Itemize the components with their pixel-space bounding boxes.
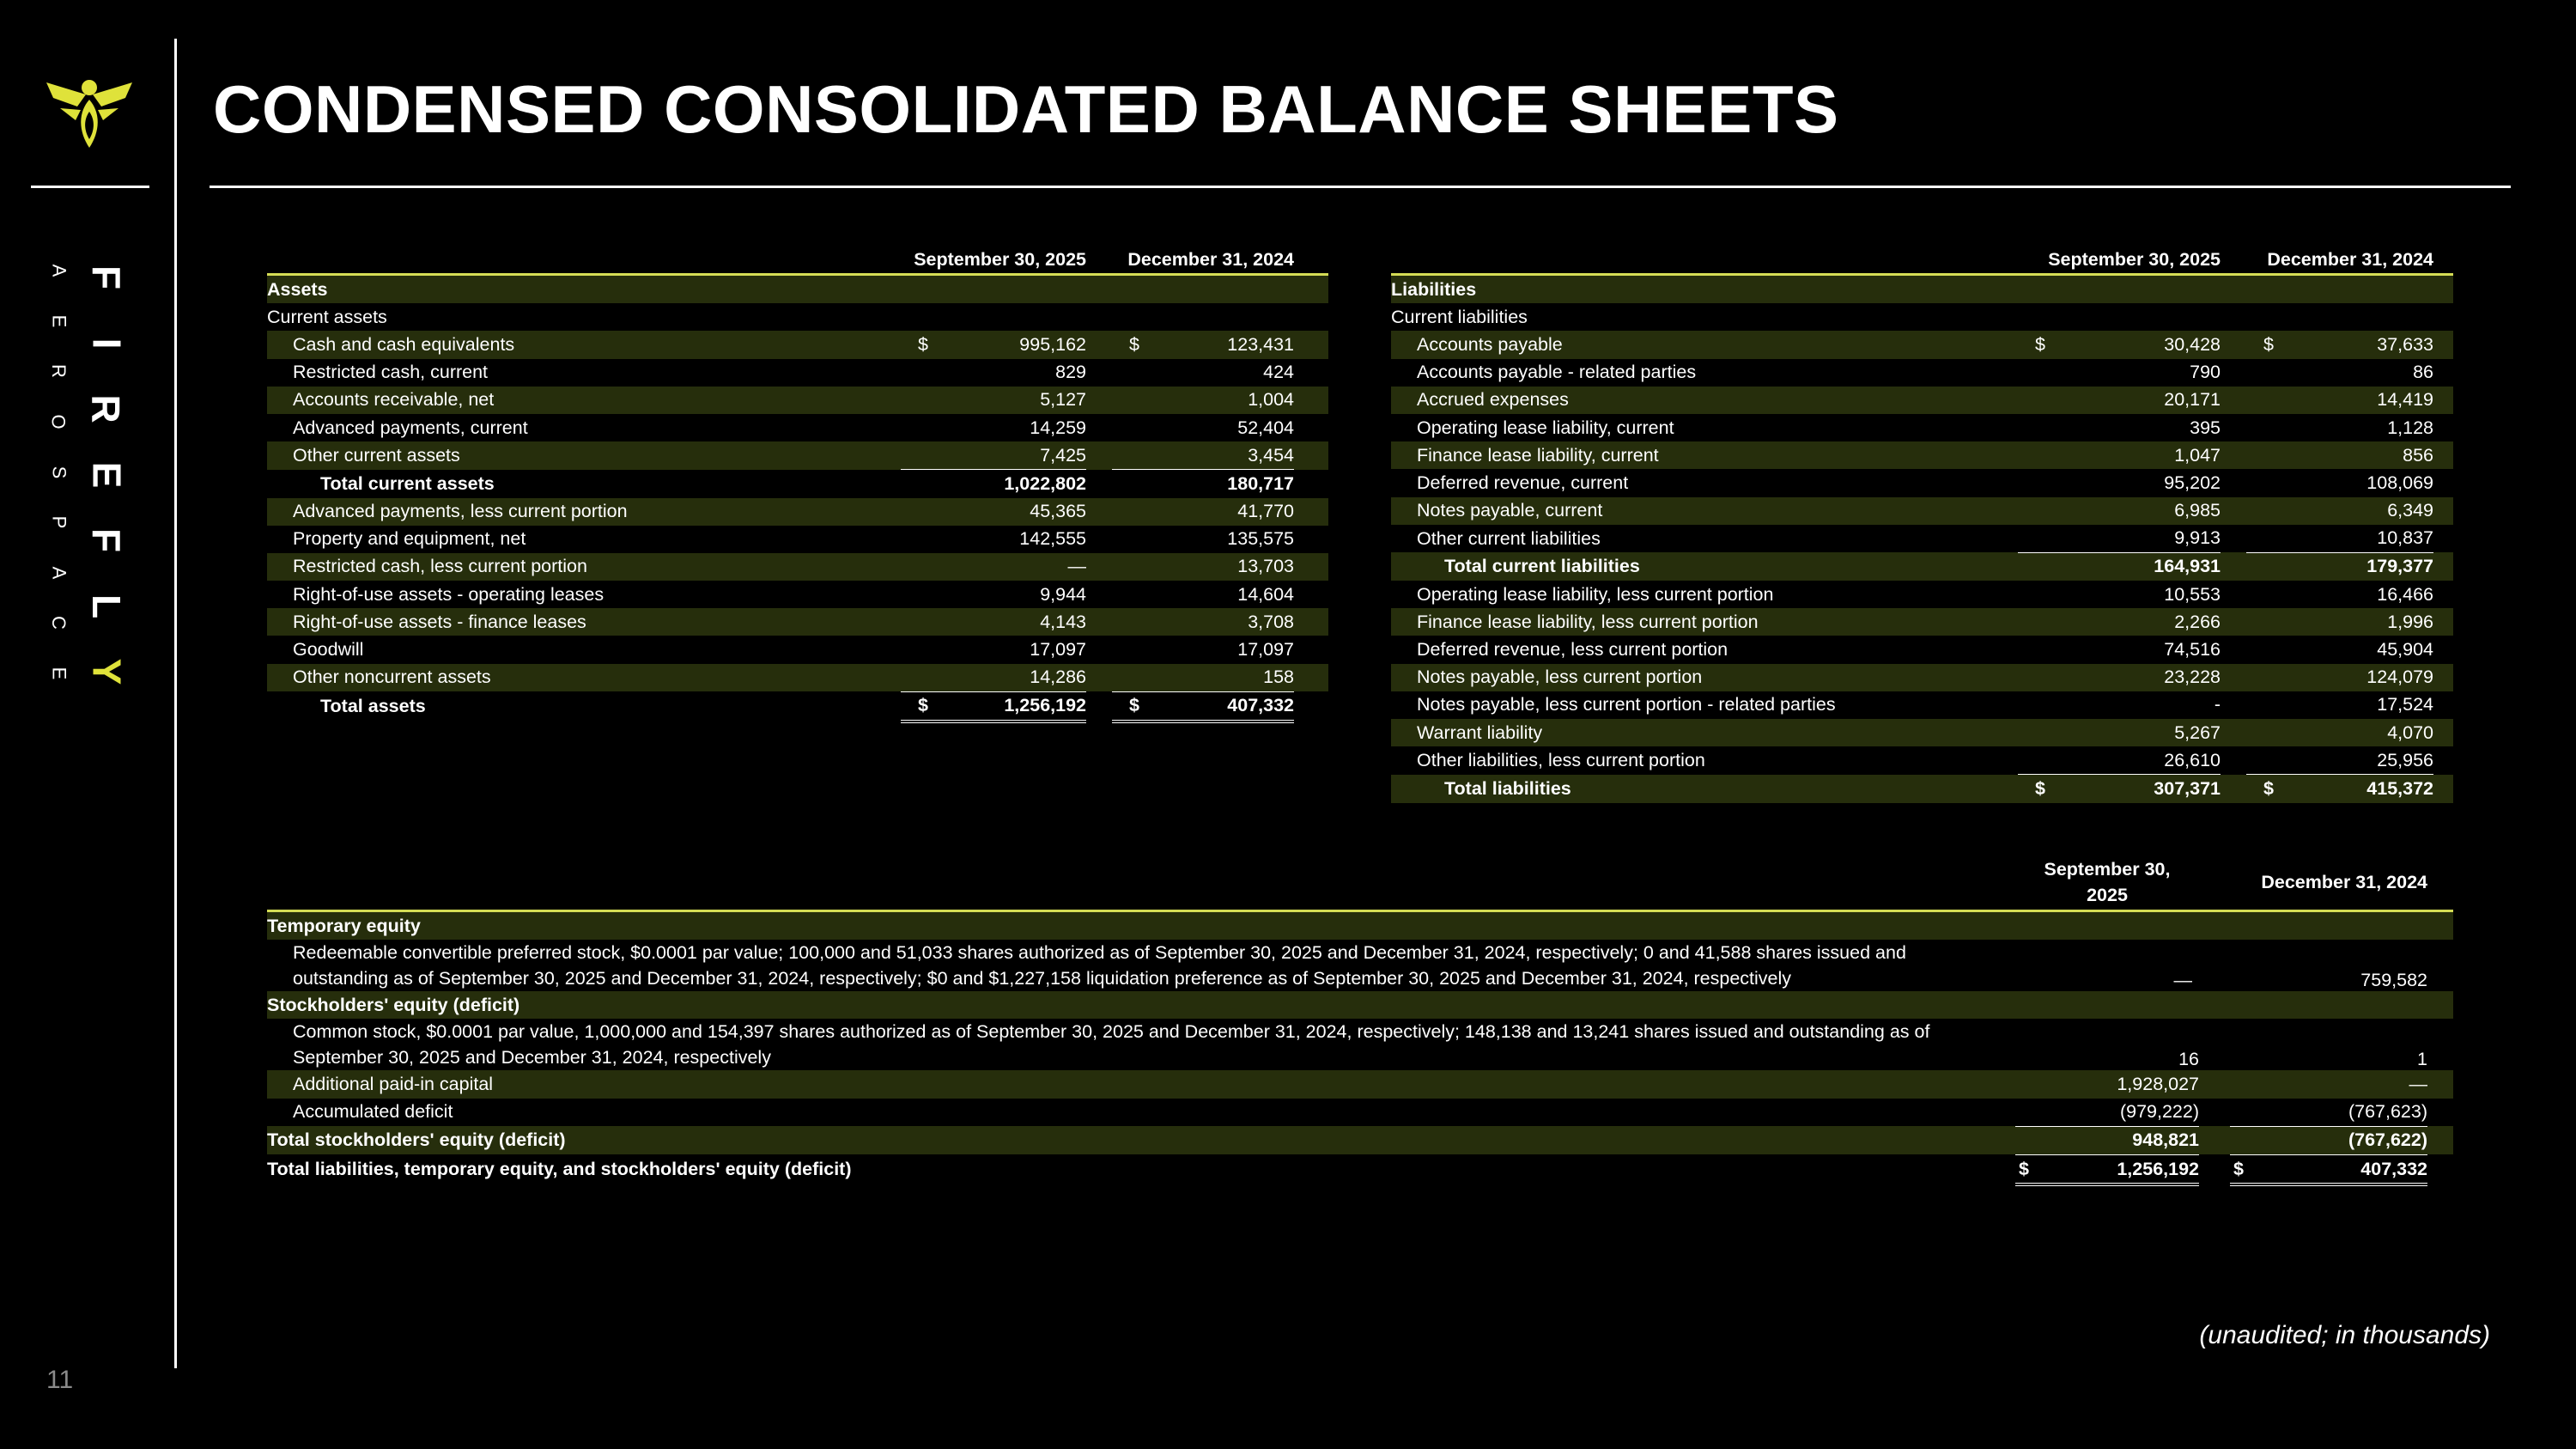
page-number: 11 <box>46 1366 74 1394</box>
table-row: Notes payable, current 6,985 6,349 <box>1391 497 2453 525</box>
table-row: Accumulated deficit (979,222) (767,623) <box>267 1099 2453 1127</box>
table-row: Notes payable, less current portion - related parties - 17,524 <box>1417 694 2433 715</box>
liabilities-table <box>1391 247 2453 803</box>
total-row: Total assets $ 1,256,192 $ 407,332 <box>267 691 1328 721</box>
page-title: CONDENSED CONSOLIDATED BALANCE SHEETS <box>213 71 1839 147</box>
section-row: Liabilities <box>1391 275 2453 304</box>
table-row: Notes payable, less current portion 23,228 124,079 <box>1391 664 2453 691</box>
table-header: September 30, 2025 December 31, 2024 <box>267 856 2453 911</box>
table-row: Finance lease liability, current 1,047 856 <box>1391 441 2453 469</box>
table-row: Other liabilities, less current portion 26,610 25,956 <box>1391 746 2453 775</box>
firefly-logo-icon <box>43 69 136 155</box>
table-row: Total current liabilities 164,931 179,377 <box>1391 552 2453 581</box>
table-row: Other noncurrent assets 14,286 158 <box>267 664 1328 692</box>
table-header: September 30, 2025 December 31, 2024 <box>267 247 1328 275</box>
table-row: Operating lease liability, current 395 1,128 <box>1417 417 2433 438</box>
brand-wordmark: F I R E F L Y <box>83 265 130 685</box>
footnote: (unaudited; in thousands) <box>2199 1321 2490 1349</box>
table-row: Finance lease liability, less current portion 2,266 1,996 <box>1391 608 2453 636</box>
table-row: Accounts payable - related parties 790 86 <box>1417 362 2433 383</box>
sidebar-divider <box>174 39 177 1368</box>
table-row: Restricted cash, less current portion — 13,703 <box>267 553 1328 581</box>
title-underline <box>210 186 2511 188</box>
table-row: Advanced payments, current 14,259 52,404 <box>293 417 1294 438</box>
table-row: Common stock, $0.0001 par value, 1,000,000 and 154,397 shares authorized as of September 30, 2025 and December 31, 2024, respectively; 148,138 and 13,241 shares issued and outstanding as of September 30, 2025 and December 31, 2024, respectively 16 1 <box>293 1021 2427 1070</box>
table-row: Goodwill 17,097 17,097 <box>293 639 1294 661</box>
table-row: Deferred revenue, current 95,202 108,069 <box>1417 472 2433 493</box>
table-row: Deferred revenue, less current portion 74,516 45,904 <box>1417 639 2433 661</box>
table-row: Other current assets 7,425 3,454 <box>267 441 1328 470</box>
table-row: Accounts receivable, net 5,127 1,004 <box>267 387 1328 414</box>
table-row: Total current assets 1,022,802 180,717 <box>320 472 1294 494</box>
section-row: Assets <box>267 275 1328 304</box>
table-row: Cash and cash equivalents $ 995,162 $ 123,431 <box>267 331 1328 358</box>
table-row: Warrant liability 5,267 4,070 <box>1391 719 2453 746</box>
assets-table <box>267 247 1328 723</box>
table-header: September 30, 2025 December 31, 2024 <box>1391 247 2453 275</box>
table-row: Right-of-use assets - operating leases 9,944 14,604 <box>293 583 1294 605</box>
total-row: Total stockholders' equity (deficit) 948,821 (767,622) <box>267 1126 2453 1154</box>
total-row: Total liabilities, temporary equity, and stockholders' equity (deficit) $ 1,256,192 $ 407,332 <box>267 1154 2453 1184</box>
table-row: Operating lease liability, less current portion 10,553 16,466 <box>1417 583 2433 605</box>
table-row: Property and equipment, net 142,555 135,575 <box>293 528 1294 550</box>
section-row: Temporary equity <box>267 911 2453 941</box>
subsection-row: Current liabilities <box>1391 306 1528 327</box>
logo-divider <box>31 186 149 188</box>
section-row: Stockholders' equity (deficit) <box>267 991 2453 1019</box>
table-row: Accounts payable $ 30,428 $ 37,633 <box>1391 331 2453 358</box>
table-row: Restricted cash, current 829 424 <box>293 362 1294 383</box>
table-row: Other current liabilities 9,913 10,837 <box>1391 525 2453 553</box>
table-row: Additional paid-in capital 1,928,027 — <box>267 1070 2453 1098</box>
brand-subword: A E R O S P A C E <box>47 264 70 680</box>
equity-table <box>267 856 2453 1186</box>
total-row: Total liabilities $ 307,371 $ 415,372 <box>1391 775 2453 803</box>
table-row: Advanced payments, less current portion 45,365 41,770 <box>267 498 1328 526</box>
table-row: Right-of-use assets - finance leases 4,143 3,708 <box>267 608 1328 636</box>
table-row: Accrued expenses 20,171 14,419 <box>1391 387 2453 414</box>
subsection-row: Current assets <box>267 306 387 327</box>
table-row: Redeemable convertible preferred stock, $0.0001 par value; 100,000 and 51,033 shares authorized as of September 30, 2025 and December 31, 2024, respectively; 0 and 41,588 shares issued and outstanding as of September 30, 2025 and December 31, 2024, respectively; $0 and $1,227,158 liquidation preference as of September 30, 2025 and December 31, 2024, respectively — 759,582 <box>293 942 2427 991</box>
